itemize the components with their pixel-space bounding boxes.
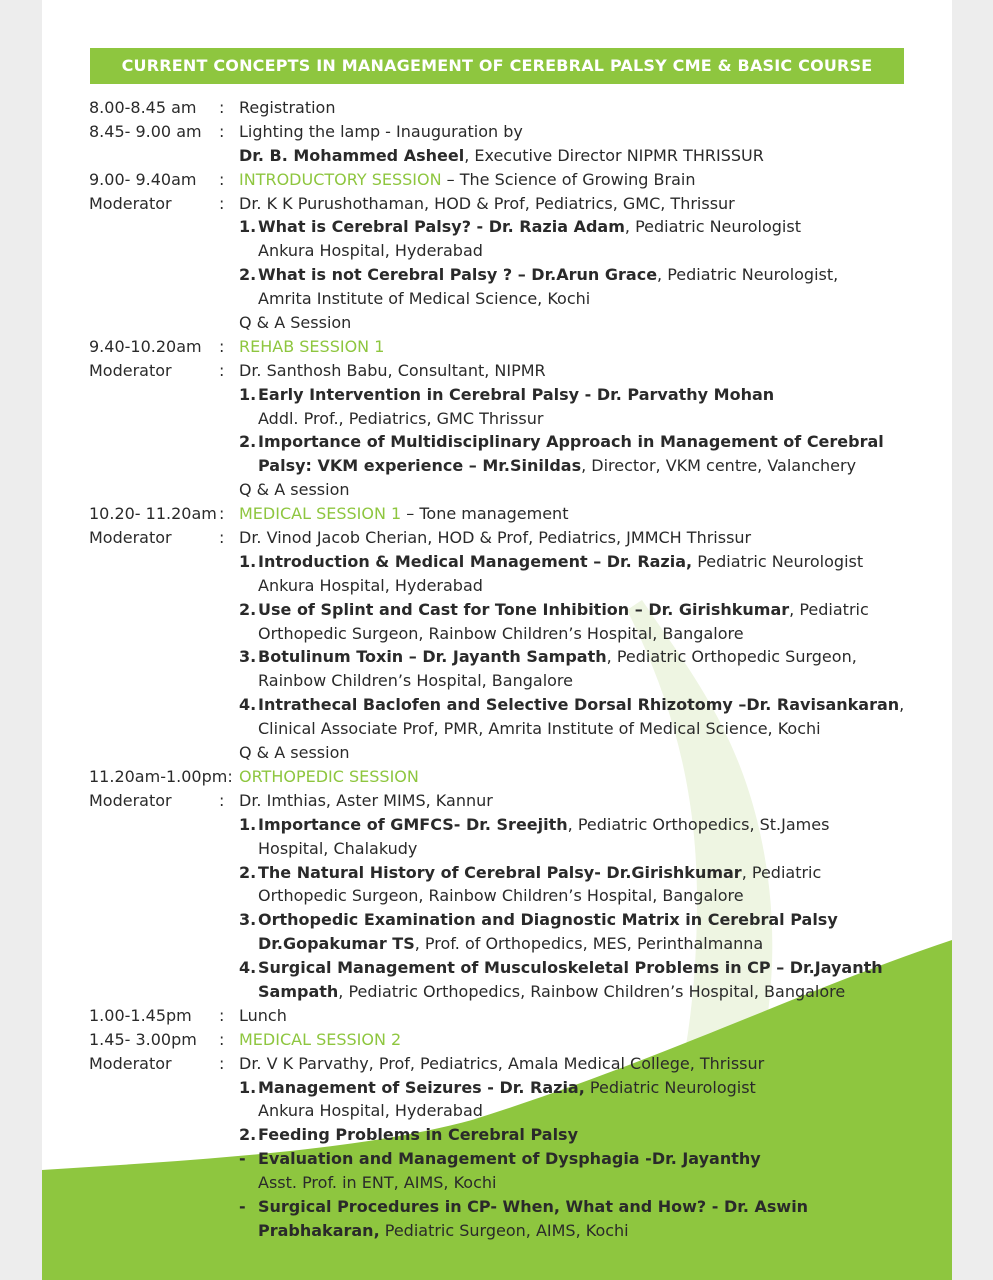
time-slot: 11.20am-1.00pm: — [89, 766, 233, 786]
separator: : — [219, 1029, 225, 1049]
item-number: 2. — [239, 599, 257, 619]
separator: : — [219, 1005, 225, 1025]
text: Lunch — [239, 1005, 287, 1025]
schedule-row — [89, 861, 949, 885]
time-slot: 1.45- 3.00pm — [89, 1029, 197, 1049]
brochure-page — [42, 0, 952, 1280]
schedule-row — [89, 215, 949, 239]
text: , Executive Director NIPMR THRISSUR — [464, 145, 764, 165]
schedule-row — [89, 1171, 949, 1195]
item-number: 4. — [239, 958, 257, 978]
row-content — [258, 407, 543, 431]
row-content — [258, 1171, 496, 1195]
row-content — [239, 1052, 764, 1076]
row-content — [258, 1099, 483, 1123]
time-slot: Moderator — [89, 528, 172, 548]
schedule-row — [89, 932, 949, 956]
schedule-row — [89, 1004, 949, 1028]
text: Dr. K K Purushothaman, HOD & Prof, Pediatrics, GMC, Thrissur — [239, 193, 735, 213]
schedule-row — [89, 598, 949, 622]
time-slot: 9.40-10.20am — [89, 336, 202, 356]
row-content — [239, 1076, 756, 1100]
talk-title: Botulinum Toxin – Dr. Jayanth Sampath — [258, 647, 607, 667]
time-slot: Moderator — [89, 360, 172, 380]
text: , Prof. of Orthopedics, MES, Perinthalmanna — [414, 934, 764, 954]
text: Clinical Associate Prof, PMR, Amrita Institute of Medical Science, Kochi — [258, 719, 821, 739]
text: Pediatric Neurologist — [692, 551, 864, 571]
talk-title: Evaluation and Management of Dysphagia -Dr. Jayanthy — [258, 1149, 761, 1169]
text: Dr. Imthias, Aster MIMS, Kannur — [239, 790, 493, 810]
row-content — [258, 574, 483, 598]
time-slot: Moderator — [89, 790, 172, 810]
text: Rainbow Children’s Hospital, Bangalore — [258, 671, 573, 691]
separator: : — [219, 528, 225, 548]
row-content — [258, 669, 573, 693]
schedule-row — [89, 239, 949, 263]
text: Q & A session — [239, 480, 350, 500]
course-title-banner: CURRENT CONCEPTS IN MANAGEMENT OF CEREBRAL PALSY CME & BASIC COURSE — [90, 48, 904, 84]
item-number: 3. — [239, 910, 257, 930]
text: Lighting the lamp - Inauguration by — [239, 121, 523, 141]
text: Pediatric Surgeon, AIMS, Kochi — [379, 1220, 629, 1240]
schedule-row — [89, 813, 949, 837]
schedule-row — [89, 144, 949, 168]
schedule-row — [89, 622, 949, 646]
schedule-row — [89, 1195, 949, 1219]
talk-title: Dr. B. Mohammed Asheel — [239, 145, 465, 165]
row-content — [239, 478, 350, 502]
time-slot: Moderator — [89, 1053, 172, 1073]
separator: : — [219, 360, 225, 380]
row-content — [239, 502, 568, 526]
item-number: 1. — [239, 551, 257, 571]
session-title: ORTHOPEDIC SESSION — [239, 766, 419, 786]
schedule-row — [89, 574, 949, 598]
row-content — [239, 1147, 761, 1171]
text: Orthopedic Surgeon, Rainbow Children’s Hospital, Bangalore — [258, 886, 744, 906]
text: , — [899, 695, 905, 715]
row-content — [239, 359, 546, 383]
session-title: INTRODUCTORY SESSION — [239, 169, 442, 189]
talk-title: Importance of GMFCS- Dr. Sreejith — [258, 814, 568, 834]
schedule-row — [89, 884, 949, 908]
row-content — [239, 1195, 808, 1219]
talk-title: Surgical Procedures in CP- When, What and How? - Dr. Aswin — [258, 1196, 809, 1216]
item-number: 4. — [239, 695, 257, 715]
schedule-row — [89, 717, 949, 741]
schedule-row — [89, 502, 949, 526]
text: , Director, VKM centre, Valanchery — [581, 456, 857, 476]
schedule-row — [89, 765, 949, 789]
time-slot: 10.20- 11.20am — [89, 504, 217, 524]
talk-title: What is Cerebral Palsy? - Dr. Razia Adam — [258, 217, 625, 237]
text: Orthopedic Surgeon, Rainbow Children’s Hospital, Bangalore — [258, 623, 744, 643]
text: Ankura Hospital, Hyderabad — [258, 241, 483, 261]
row-content — [239, 1004, 287, 1028]
text: Q & A Session — [239, 313, 352, 333]
row-content — [239, 645, 857, 669]
row-content — [239, 263, 838, 287]
text: Q & A session — [239, 743, 350, 763]
schedule-row — [89, 168, 949, 192]
separator: : — [219, 1053, 225, 1073]
row-content — [258, 622, 744, 646]
item-number: 2. — [239, 862, 257, 882]
row-content — [239, 861, 821, 885]
row-content — [239, 789, 493, 813]
schedule-row — [89, 311, 949, 335]
time-slot: Moderator — [89, 193, 172, 213]
item-number: 2. — [239, 432, 257, 452]
row-content — [258, 932, 763, 956]
text: – Tone management — [401, 504, 569, 524]
separator: : — [219, 193, 225, 213]
time-slot: 8.00-8.45 am — [89, 98, 197, 117]
schedule-row — [89, 287, 949, 311]
text: Ankura Hospital, Hyderabad — [258, 575, 483, 595]
row-content — [239, 335, 384, 359]
schedule-row — [89, 454, 949, 478]
text: , Pediatric Orthopedics, Rainbow Children’s Hospital, Bangalore — [338, 981, 846, 1001]
talk-title: Orthopedic Examination and Diagnostic Matrix in Cerebral Palsy — [258, 910, 838, 930]
schedule-row — [89, 1099, 949, 1123]
row-content — [258, 1219, 629, 1243]
row-content — [239, 430, 884, 454]
text: , Pediatric — [741, 862, 822, 882]
separator: : — [219, 790, 225, 810]
text: – The Science of Growing Brain — [441, 169, 696, 189]
item-number: 2. — [239, 1125, 257, 1145]
text: , Pediatric Orthopedic Surgeon, — [606, 647, 857, 667]
text: Ankura Hospital, Hyderabad — [258, 1101, 483, 1121]
text: Addl. Prof., Pediatrics, GMC Thrissur — [258, 408, 544, 428]
schedule-row — [89, 1076, 949, 1100]
row-content — [258, 884, 744, 908]
separator: : — [219, 504, 225, 524]
row-content — [258, 717, 821, 741]
row-content — [258, 454, 856, 478]
text: Pediatric Neurologist — [584, 1077, 756, 1097]
item-number: 2. — [239, 265, 257, 285]
time-slot: 1.00-1.45pm — [89, 1005, 192, 1025]
schedule-row — [89, 120, 949, 144]
item-number: - — [239, 1196, 246, 1216]
text: Dr. V K Parvathy, Prof, Pediatrics, Amala Medical College, Thrissur — [239, 1053, 765, 1073]
time-slot: 8.45- 9.00 am — [89, 121, 202, 141]
schedule-row — [89, 359, 949, 383]
schedule-row — [89, 407, 949, 431]
row-content — [239, 311, 351, 335]
schedule-row — [89, 789, 949, 813]
talk-title: What is not Cerebral Palsy ? – Dr.Arun Grace — [258, 265, 658, 285]
schedule-row — [89, 693, 949, 717]
text: , Pediatric Neurologist, — [657, 265, 839, 285]
text: , Pediatric Orthopedics, St.James — [567, 814, 830, 834]
schedule-row — [89, 335, 949, 359]
separator: : — [219, 98, 225, 117]
row-content — [239, 383, 774, 407]
row-content — [239, 598, 869, 622]
text: , Pediatric Neurologist — [624, 217, 801, 237]
schedule-row — [89, 1219, 949, 1243]
schedule-row — [89, 1147, 949, 1171]
row-content — [258, 287, 590, 311]
row-content — [239, 120, 523, 144]
schedule-row — [89, 430, 949, 454]
talk-title: Introduction & Medical Management – Dr. Razia, — [258, 551, 693, 571]
row-content — [239, 526, 751, 550]
session-title: REHAB SESSION 1 — [239, 336, 385, 356]
talk-title: Prabhakaran, — [258, 1220, 380, 1240]
schedule-row — [89, 645, 949, 669]
separator: : — [219, 121, 225, 141]
schedule-row — [89, 263, 949, 287]
item-number: 1. — [239, 217, 257, 237]
row-content — [258, 239, 483, 263]
text: Hospital, Chalakudy — [258, 838, 418, 858]
talk-title: Palsy: VKM experience – Mr.Sinildas — [258, 456, 582, 476]
row-content — [239, 144, 764, 168]
talk-title: The Natural History of Cerebral Palsy- Dr.Girishkumar — [258, 862, 742, 882]
row-content — [258, 837, 417, 861]
schedule-row — [89, 96, 949, 120]
schedule-row — [89, 1123, 949, 1147]
item-number: 3. — [239, 647, 257, 667]
row-content — [239, 765, 419, 789]
row-content — [239, 192, 735, 216]
text: , Pediatric — [789, 599, 869, 619]
schedule-row — [89, 1028, 949, 1052]
row-content — [239, 1028, 401, 1052]
row-content — [239, 741, 350, 765]
row-content — [239, 96, 335, 120]
schedule-row — [89, 980, 949, 1004]
schedule-row — [89, 478, 949, 502]
schedule-row — [89, 550, 949, 574]
row-content — [239, 550, 863, 574]
row-content — [239, 1123, 578, 1147]
row-content — [239, 813, 829, 837]
talk-title: Feeding Problems in Cerebral Palsy — [258, 1125, 579, 1145]
talk-title: Use of Splint and Cast for Tone Inhibition – Dr. Girishkumar — [258, 599, 790, 619]
schedule-row — [89, 1052, 949, 1076]
talk-title: Early Intervention in Cerebral Palsy - Dr. Parvathy Mohan — [258, 384, 775, 404]
schedule-row — [89, 526, 949, 550]
item-number: 1. — [239, 384, 257, 404]
session-title: MEDICAL SESSION 1 — [239, 504, 402, 524]
row-content — [239, 693, 904, 717]
session-title: MEDICAL SESSION 2 — [239, 1029, 402, 1049]
separator: : — [219, 336, 225, 356]
separator: : — [219, 169, 225, 189]
schedule-list — [89, 96, 949, 1243]
item-number: 1. — [239, 814, 257, 834]
text: Registration — [239, 98, 336, 117]
text: Dr. Vinod Jacob Cherian, HOD & Prof, Pediatrics, JMMCH Thrissur — [239, 528, 752, 548]
text: Dr. Santhosh Babu, Consultant, NIPMR — [239, 360, 546, 380]
talk-title: Sampath — [258, 981, 339, 1001]
schedule-row — [89, 192, 949, 216]
talk-title: Management of Seizures - Dr. Razia, — [258, 1077, 585, 1097]
item-number: - — [239, 1149, 246, 1169]
row-content — [258, 980, 845, 1004]
talk-title: Dr.Gopakumar TS — [258, 934, 415, 954]
row-content — [239, 168, 695, 192]
text: Asst. Prof. in ENT, AIMS, Kochi — [258, 1173, 497, 1193]
row-content — [239, 908, 838, 932]
schedule-row — [89, 383, 949, 407]
text: Amrita Institute of Medical Science, Kochi — [258, 289, 591, 309]
talk-title: Surgical Management of Musculoskeletal Problems in CP – Dr.Jayanth — [258, 958, 883, 978]
row-content — [239, 956, 883, 980]
talk-title: Importance of Multidisciplinary Approach in Management of Cerebral — [258, 432, 884, 452]
talk-title: Intrathecal Baclofen and Selective Dorsal Rhizotomy –Dr. Ravisankaran — [258, 695, 900, 715]
schedule-row — [89, 908, 949, 932]
schedule-row — [89, 956, 949, 980]
item-number: 1. — [239, 1077, 257, 1097]
schedule-row — [89, 837, 949, 861]
schedule-row — [89, 669, 949, 693]
time-slot: 9.00- 9.40am — [89, 169, 197, 189]
row-content — [239, 215, 801, 239]
schedule-row — [89, 741, 949, 765]
